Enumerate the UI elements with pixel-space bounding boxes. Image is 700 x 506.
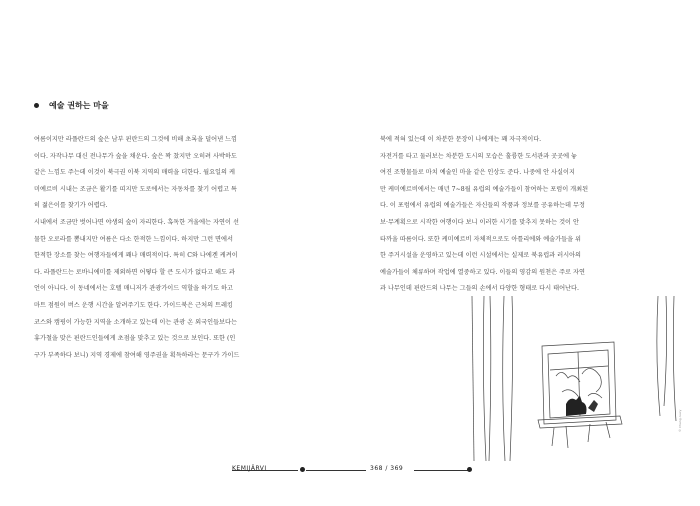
- body-line: 여름이지만 라플란드의 숲은 남부 핀란드의 그것에 비해 초록을 덜어낸 느낌: [34, 136, 237, 143]
- page-footer: [0, 464, 700, 476]
- footer-dot-right: [467, 467, 472, 472]
- body-line: 같은 느낌도 주는데 이것이 북극권 이북 지역의 매력을 더한다. 월요일의 케: [34, 169, 235, 177]
- body-line: 보·무계획으로 시작한 여행이다 보니 이러한 시기를 맞추지 못하는 것이 안: [380, 218, 579, 226]
- body-line: 구가 부족하다 보니) 지역 경제에 참여해 영주권을 획득하라는 문구가 가이드: [34, 351, 240, 359]
- footer-dot-left: [300, 467, 305, 472]
- body-line: 다. 라플란드는 로바니에미를 제외하면 어떻다 할 큰 도시가 없다고 해도 과: [34, 268, 235, 276]
- right-column: [380, 132, 670, 298]
- body-line: 휴가철을 맞은 핀란드인들에게 초점을 맞추고 있는 것으로 보인다. 또한 (인: [34, 335, 236, 343]
- window-sketch-illustration: [470, 296, 680, 461]
- page-numbers: 368 / 369: [370, 465, 404, 472]
- body-line: 예술가들이 체류하며 작업에 열중하고 있다. 이들의 영감의 원천은 주로 자연: [380, 268, 585, 276]
- footer-rule-right: [414, 470, 468, 471]
- body-line: 코스와 캠핑이 가능한 지역을 소개하고 있는데 이는 관광 온 외국인들보다는: [34, 318, 237, 326]
- body-line: 과 나무인데 핀란드의 나무는 그들의 손에서 다양한 형태로 다시 태어난다.: [380, 285, 579, 293]
- running-title: KEMIJÄRVI: [232, 465, 267, 472]
- bullet-icon: [34, 103, 39, 108]
- body-line: 언이 아니다. 이 동네에서는 호텔 매니저가 관광가이드 역할을 하기도 하고: [34, 285, 233, 293]
- body-line: 한 주거시설을 운영하고 있는데 이런 시설에서는 실제로 북유럽과 러시아의: [380, 252, 582, 260]
- body-line: 한적한 장소를 찾는 여행자들에게 꽤나 매력적이다. 특히 C와 나에겐 케켜이: [34, 252, 238, 260]
- body-line: 마트 점원이 버스 운행 시간을 알려주기도 한다. 가이드북은 근처의 트레킹: [34, 301, 233, 309]
- illustration-credit: © Chang, Lucy: [678, 409, 682, 432]
- body-line: 타까울 따름이다. 또한 케미예르비 자체적으로도 아틀리에와 예술가들을 위: [380, 235, 582, 243]
- footer-rule-middle: [306, 470, 366, 471]
- body-line: 자전거를 타고 둘러보는 차분한 도시의 모습은 훌륭한 도서관과 곳곳에 놓: [380, 152, 578, 160]
- body-line: 만 케미예르비에서는 매년 7~8월 유럽의 예술가들이 참여하는 포럼이 개최된: [380, 185, 589, 193]
- body-line: 시내에서 조금만 벗어나면 야생의 숲이 자리한다. 혹독한 겨울에는 자연이 선: [34, 218, 239, 226]
- section-heading: [34, 100, 109, 111]
- left-column: [34, 132, 334, 364]
- body-line: 이다. 자작나무 대신 전나무가 숲을 채운다. 숲은 꽉 찼지만 오히려 사박하도: [34, 152, 237, 160]
- body-line: 다. 이 포럼에서 유럽의 예술가들은 자신들의 작품과 정보를 공유하는데 무정: [380, 202, 585, 210]
- body-line: 물한 오로라를 뽐내지만 여름은 다소 한적한 느낌이다. 하지만 그런 면에서: [34, 235, 233, 243]
- body-line: 북에 적혀 있는데 이 차분한 문장이 나에게는 꽤 자극적이다.: [380, 136, 542, 143]
- section-title: 예술 권하는 마을: [49, 101, 109, 110]
- body-line: 히 젊은이를 찾기가 어렵다.: [34, 202, 108, 210]
- body-line: 미예르비 시내는 조금은 활기를 띠지만 도로에서는 자동차를 찾기 어렵고 특: [34, 185, 237, 193]
- body-line: 여진 조형물들로 마치 예술인 마을 같은 인상도 준다. 나중에 안 사실이지: [380, 169, 575, 177]
